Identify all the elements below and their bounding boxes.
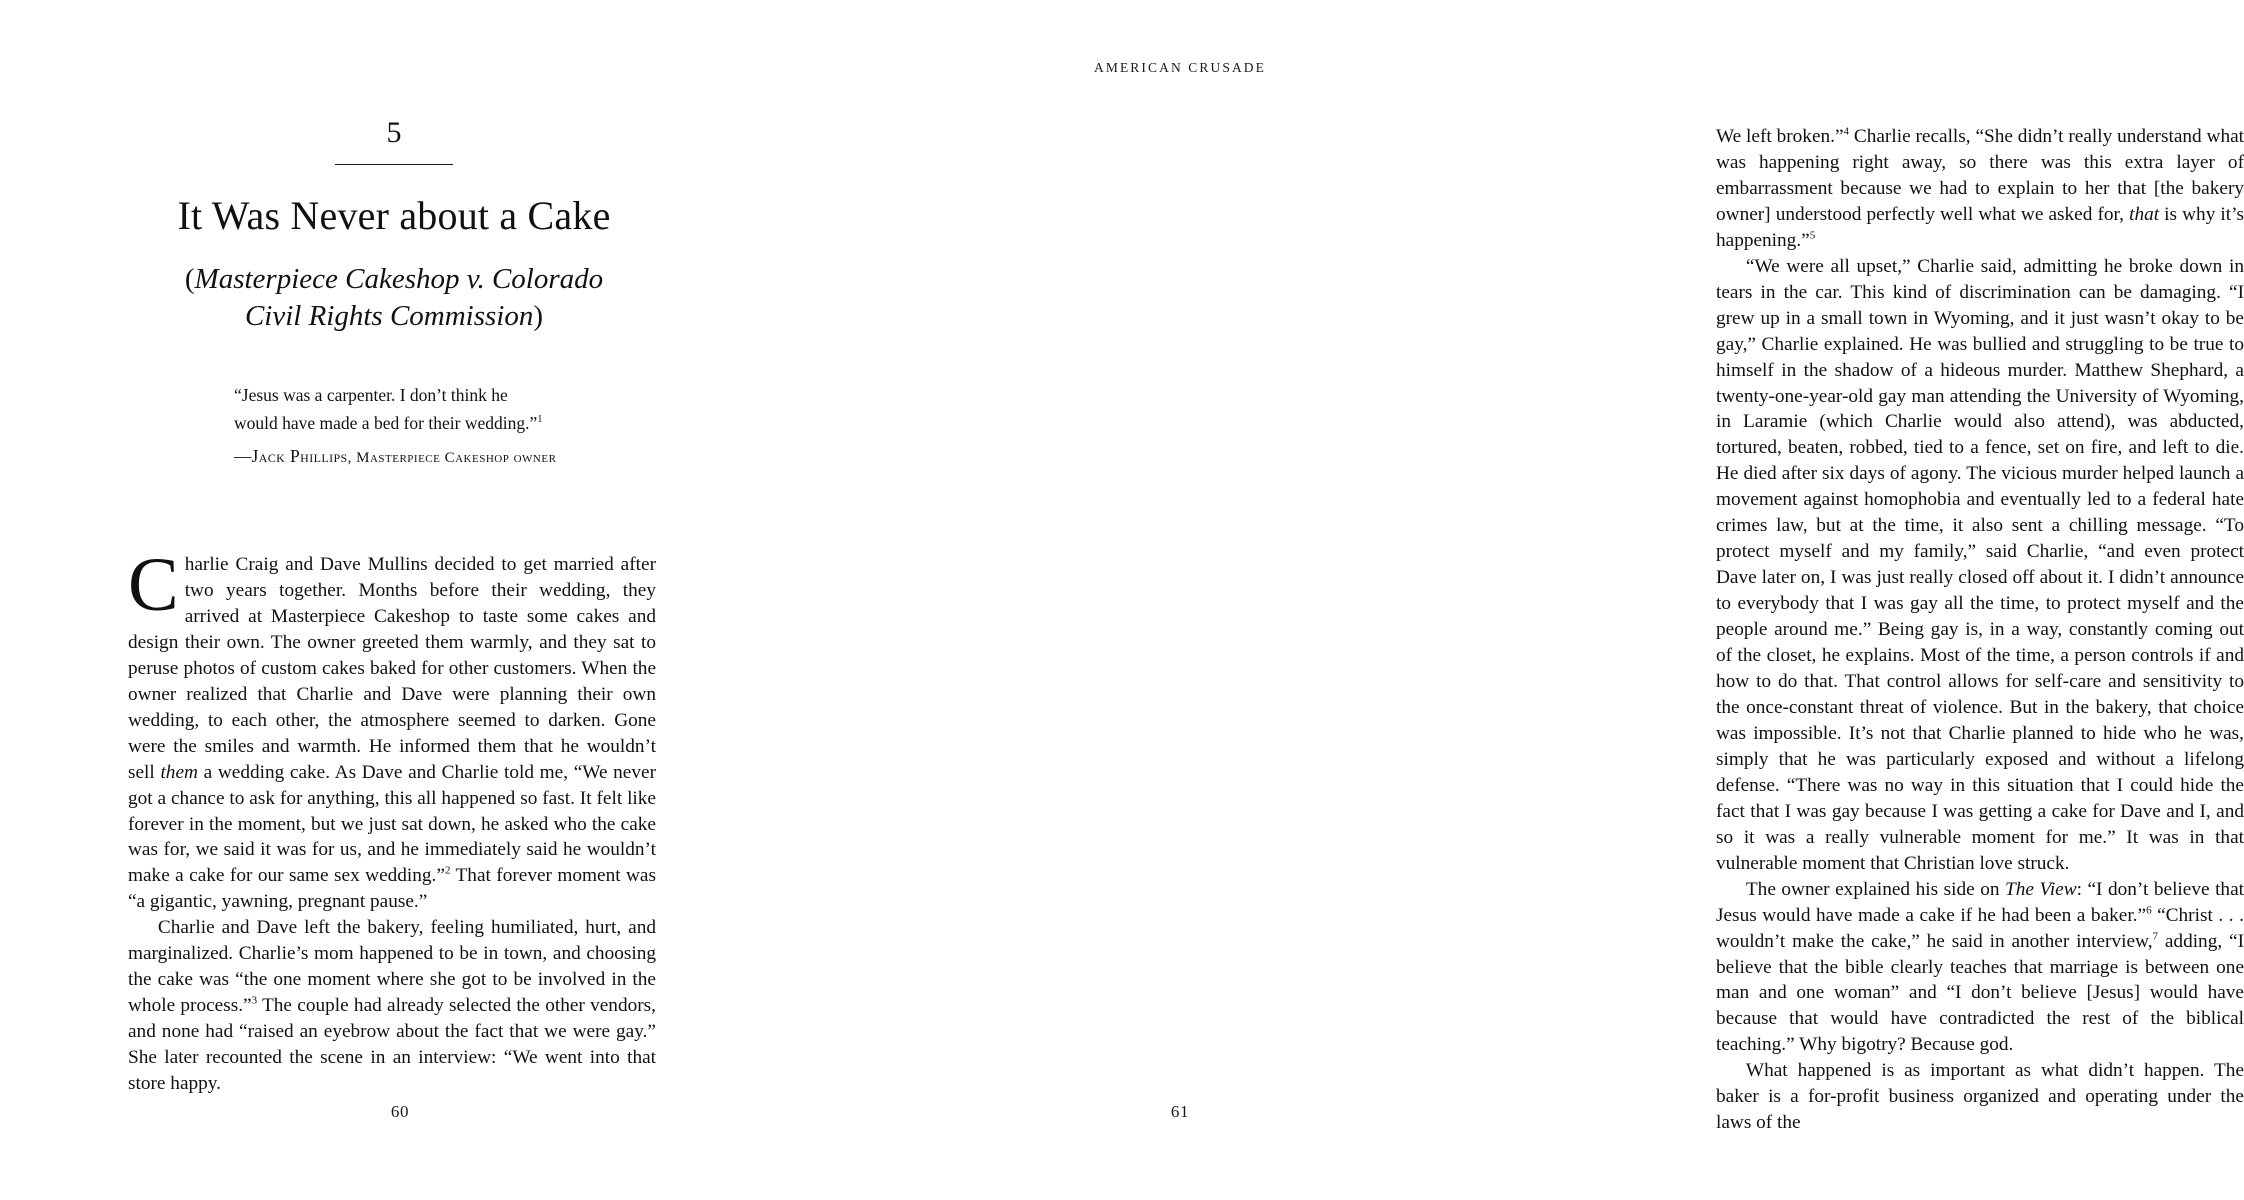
chapter-opener [128, 118, 660, 336]
footnote-marker-2: 2 [444, 865, 451, 878]
page-number-right: 61 [1170, 1102, 1190, 1121]
paragraph-3-part-a: We left broken.” [1716, 126, 1844, 147]
paragraph-2-part-b: The couple had already selected the other vendors, and none had “raised an eyebrow about the fact that we were gay.” She later recounted the scene in an interview: “We went into that store happy. [128, 995, 656, 1095]
left-body-text [128, 543, 656, 1097]
chapter-subtitle-case-line1: Masterpiece Cakeshop v. Colorado [194, 262, 604, 295]
footnote-marker-3: 3 [251, 994, 258, 1007]
epigraph-attribution [234, 443, 654, 471]
epigraph-line-1: “Jesus was a carpenter. I don’t think he [234, 385, 508, 405]
epigraph-dash: — [234, 446, 252, 467]
epigraph-author-name: Jack Phillips [251, 446, 348, 467]
chapter-subtitle-case-line2: Civil Rights Commission [244, 300, 534, 333]
chapter-subtitle-paren-open: ( [184, 262, 195, 295]
page-number-left: 60 [390, 1102, 410, 1121]
paragraph-1 [128, 543, 656, 915]
right-body-text [1716, 124, 2244, 1136]
paragraph-2-part-a: Charlie and Dave left the bakery, feeling humiliated, hurt, and marginalized. Charlie’s mom happened to be in town, and choosing the cake was “the one moment where she got to be involved in the whole process.” [128, 917, 656, 1017]
paragraph-3-emphasis: that [2129, 203, 2160, 225]
chapter-number: 5 [386, 116, 402, 149]
running-head: AMERICAN CRUSADE [1094, 60, 1266, 75]
epigraph-author-role: , Masterpiece Cakeshop owner [347, 450, 557, 467]
paragraph-2 [128, 915, 656, 1097]
footnote-marker-5: 5 [1809, 229, 1816, 242]
paragraph-1-emphasis: them [160, 761, 198, 783]
footnote-marker-7: 7 [2152, 930, 2159, 943]
epigraph-footnote-marker: 1 [537, 413, 543, 425]
epigraph-line-2: would have made a bed for their wedding.” [234, 412, 538, 433]
left-page [0, 0, 800, 1200]
paragraph-5-part-c: “Christ . . . wouldn’t make the cake,” he said in another interview, [1716, 904, 2244, 952]
paragraph-1-part-a: harlie Craig and Dave Mullins decided to get married after two years together. Months before their wedding, they arrived at Masterpiece Cakeshop to taste some cakes and design their own. The owner greeted them warmly, and they sat to peruse photos of custom cakes baked for other customers. When the owner realized that Charlie and Dave were planning their own wedding, to each other, the atmosphere seemed to darken. Gone were the smiles and warmth. He informed them that he wouldn’t sell [128, 554, 656, 783]
paragraph-5-part-d: adding, “I believe that the bible clearly teaches that marriage is between one man and one woman” and “I don’t believe [Jesus] would have because that would have contradicted the rest of the biblical teaching.” Why bigotry? Because god. [1716, 930, 2244, 1056]
epigraph [234, 382, 654, 471]
right-page [800, 0, 2244, 1200]
paragraph-6: What happened is as important as what didn’t happen. The baker is a for-profit business organized and operating under the laws of the [1716, 1060, 2244, 1134]
paragraph-3-part-c: is why it’s happening.” [1716, 203, 2244, 251]
chapter-subtitle-paren-close: ) [533, 300, 544, 333]
paragraph-5-part-b: : “I don’t believe that Jesus would have made a cake if he had been a baker.” [1716, 878, 2244, 926]
chapter-rule-divider [335, 164, 453, 165]
paragraph-5-show-title: The View [2005, 878, 2077, 900]
epigraph-line-2-wrap [234, 410, 654, 438]
paragraph-5 [1716, 877, 2244, 1059]
footnote-marker-6: 6 [2146, 904, 2152, 917]
paragraph-4: “We were all upset,” Charlie said, admitting he broke down in tears in the car. This kind of discrimination can be damaging. “I grew up in a small town in Wyoming, and it just wasn’t okay to be gay,” Charlie explained. He was bullied and struggling to be true to himself in the shadow of a hideous murder. Matthew Shephard, a twenty-one-year-old gay man attending the University of Wyoming, in Laramie (which Charlie would also attend), was abducted, tortured, beaten, robbed, tied to a fence, set on fire, and left to die. He died after six days of agony. The vicious murder helped launch a movement against homophobia and eventually led to a federal hate crimes law, but at the time, it also sent a chilling message. “To protect myself and my family,” said Charlie, “and even protect Dave later on, I was just really closed off about it. I didn’t announce to everybody that I was gay all the time, to protect myself and the people around me.” Being gay is, in a way, constantly coming out of the closet, he explains. Most of the time, a person controls if and how to do that. That control allows for self-care and sensitivity to the once-constant threat of violence. But in the bakery, that choice was impossible. It’s not that Charlie planned to hide who he was, simply that he was particularly exposed and without a lifelong defense. “There was no way in this situation that I could hide the fact that I was gay because I was getting a cake for Dave and I, and so it was a really vulnerable moment for me.” It was in that vulnerable moment that Christian love struck. [1716, 255, 2244, 874]
paragraph-5-part-a: The owner explained his side on [1745, 878, 2006, 900]
paragraph-1-part-b: a wedding cake. As Dave and Charlie told me, “We never got a chance to ask for anything, this all happened so fast. It felt like forever in the moment, but we just sat down, he asked who the cake was for, we said it was for us, and he immediately said he wouldn’t make a cake for our same sex wedding.” [128, 761, 656, 887]
footnote-marker-4: 4 [1843, 125, 1850, 138]
paragraph-3 [1716, 124, 2244, 254]
paragraph-1-part-c: That forever moment was “a gigantic, yawning, pregnant pause.” [128, 865, 656, 913]
chapter-subtitle [128, 261, 660, 336]
paragraph-3-part-b: Charlie recalls, “She didn’t really understand what was happening right away, so there was this extra layer of embarrassment because we had to explain to her that [the bakery owner] understood perfectly well what we asked for, [1716, 126, 2244, 225]
chapter-title: It Was Never about a Cake [177, 193, 611, 238]
drop-cap: C [128, 543, 179, 627]
